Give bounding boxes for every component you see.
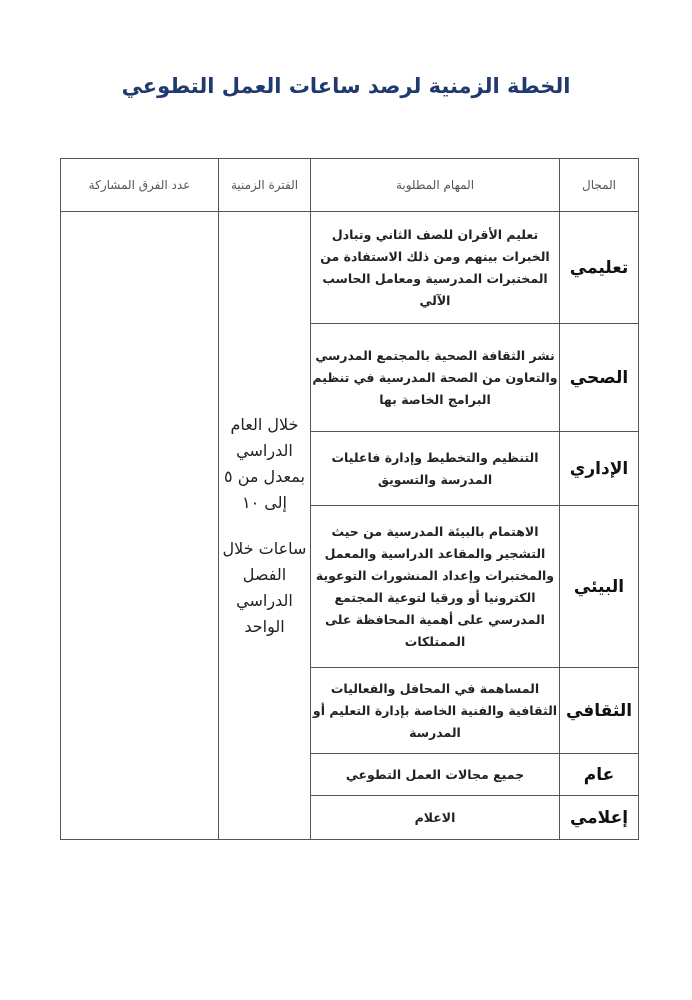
field-cell: الثقافي xyxy=(560,668,639,754)
tasks-cell: نشر الثقافة الصحية بالمجتمع المدرسي والتعاون من الصحة المدرسية في تنظيم البرامج الخاصة بها xyxy=(311,324,560,432)
header-field: المجال xyxy=(560,159,639,212)
table-row xyxy=(61,212,639,324)
tasks-cell: الاهتمام بالبيئة المدرسية من حيث التشجير والمقاعد الدراسية والمعمل والمختبرات وإعداد المنشورات التوعوية الكترونيا أو ورقيا لتوعية المجتمع المدرسي على أهمية المحافظة على الممتلكات xyxy=(311,506,560,668)
tasks-cell: المساهمة في المحافل والفعاليات الثقافية والفنية الخاصة بإدارة التعليم أو المدرسة xyxy=(311,668,560,754)
volunteer-plan-table xyxy=(60,158,639,840)
tasks-cell: جميع مجالات العمل التطوعي xyxy=(311,754,560,796)
header-tasks: المهام المطلوبة xyxy=(311,159,560,212)
period-cell xyxy=(219,212,311,840)
tasks-cell: الاعلام xyxy=(311,796,560,840)
period-text-part1: خلال العام الدراسي بمعدل من ٥ إلى ١٠ xyxy=(224,414,305,512)
header-teams: عدد الفرق المشاركة xyxy=(61,159,219,212)
field-cell: تعليمي xyxy=(560,212,639,324)
tasks-cell: تعليم الأقران للصف الثاني وتبادل الخبرات بينهم ومن ذلك الاستفادة من المختبرات المدرسية ومعامل الحاسب الآلي xyxy=(311,212,560,324)
field-cell: البيئي xyxy=(560,506,639,668)
period-text-part2: ساعات خلال الفصل الدراسي الواحد xyxy=(222,538,307,636)
header-period: الفترة الزمنية xyxy=(219,159,311,212)
header-row xyxy=(61,159,639,212)
field-cell: الإداري xyxy=(560,432,639,506)
page-title: الخطة الزمنية لرصد ساعات العمل التطوعي xyxy=(121,74,571,98)
teams-cell xyxy=(61,212,219,840)
field-cell: إعلامي xyxy=(560,796,639,840)
field-cell: الصحي xyxy=(560,324,639,432)
field-cell: عام xyxy=(560,754,639,796)
tasks-cell: التنظيم والتخطيط وإدارة فاعليات المدرسة والتسويق xyxy=(311,432,560,506)
